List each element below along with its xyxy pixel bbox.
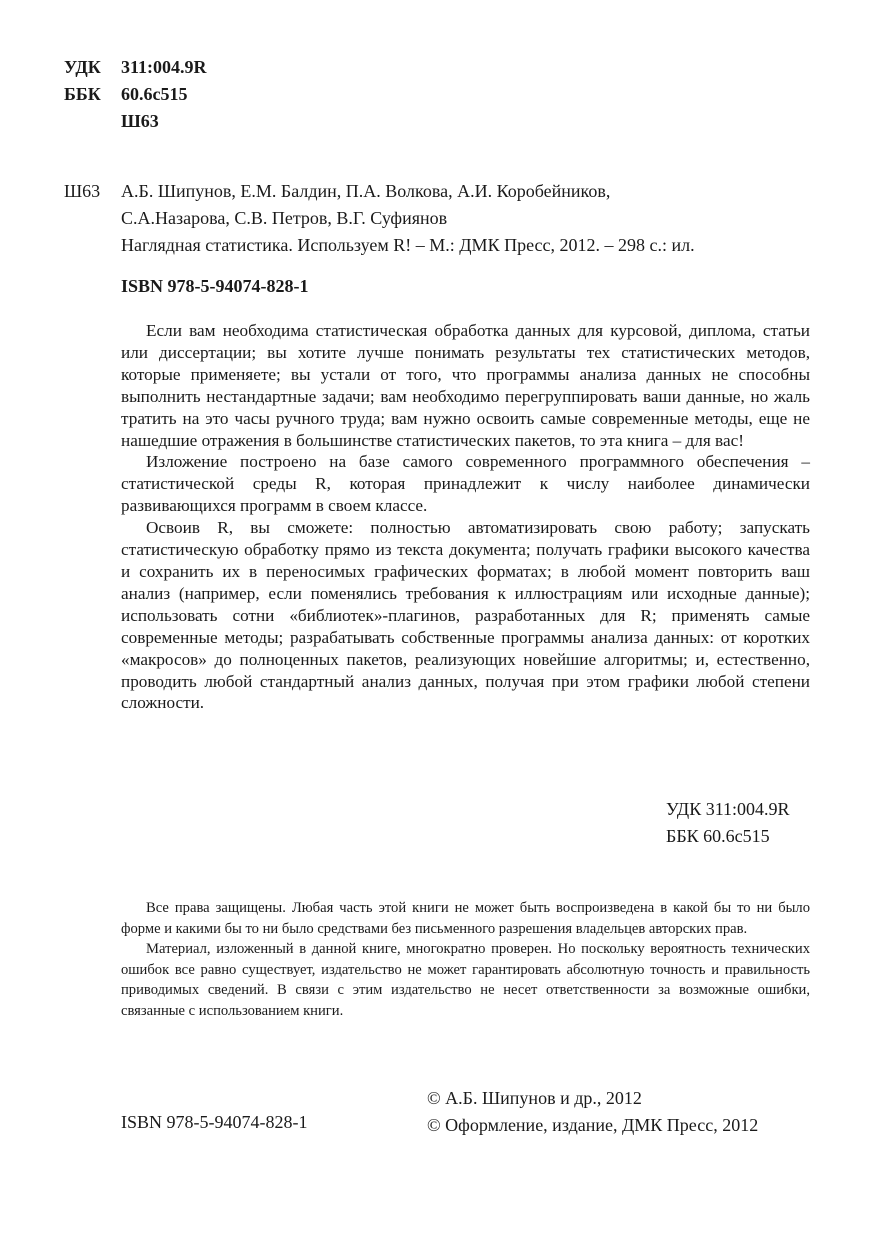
isbn-main: ISBN 978-5-94074-828-1 (121, 276, 309, 296)
biblio-author-code: Ш63 (64, 181, 101, 201)
annotation (121, 320, 810, 714)
udk-label: УДК (64, 57, 101, 77)
title-line: Наглядная статистика. Используем R! – М.: ДМК Пресс, 2012. – 298 с.: ил. (121, 235, 695, 255)
classification-block (64, 54, 207, 135)
annotation-paragraph: Освоив R, вы сможете: полностью автоматизировать свою работу; запускать статистическую обработку прямо из текста документа; получать графики высокого качества и сохранить их в переносимых графических форматах; в любой момент повторить ваш анализ (например, если поменялись требования к иллюстрациям или исходные данные); использовать сотни «библиотек»-плагинов, разработанных для R; применять самые современные методы; разрабатывать собственные программы анализа данных: от коротких «макросов» до полноценных пакетов, реализующих новейшие алгоритмы; и, естественно, проводить любой стандартный анализ данных, получая при этом графики любой степени сложности. (121, 518, 810, 713)
bibliographic-record (64, 178, 824, 259)
bbk-row (64, 81, 207, 108)
copyright-line-1: © А.Б. Шипунов и др., 2012 (427, 1088, 642, 1108)
copyright-line-2: © Оформление, издание, ДМК Пресс, 2012 (427, 1115, 759, 1135)
author-code: Ш63 (121, 111, 159, 131)
udk-right: УДК 311:004.9R (666, 799, 790, 819)
author-code-row (64, 108, 207, 135)
udk-value: 311:004.9R (121, 57, 207, 77)
classification-right (666, 796, 790, 850)
bbk-value: 60.6с515 (121, 84, 188, 104)
authors-line-2: С.А.Назарова, С.В. Петров, В.Г. Суфиянов (121, 208, 448, 228)
rights-paragraph: Материал, изложенный в данной книге, многократно проверен. Но поскольку вероятность технических ошибок все равно существует, издательство не может гарантировать абсолютную точность и правильность приводимых сведений. В связи с этим издательство не несет ответственности за возможные ошибки, связанные с использованием книги. (121, 941, 810, 1019)
annotation-paragraph: Изложение построено на базе самого современного программного обеспечения – статистической среды R, которая принадлежит к числу наиболее динамически развивающихся программ в своем классе. (121, 452, 810, 516)
rights-notice (121, 898, 810, 1022)
annotation-paragraph: Если вам необходима статистическая обработка данных для курсовой, диплома, статьи или диссертации; вы хотите лучше понимать результаты тех статистических методов, которые применяете; вы устали от того, что программы анализа данных не способны выполнить нестандартные задачи; вам необходимо перегруппировать ваши данные, но жаль тратить на это часы ручного труда; вам нужно освоить самые современные методы, еще не нашедшие отражения в большинстве статистических пакетов, то эта книга – для вас! (121, 321, 810, 450)
udk-row (64, 54, 207, 81)
authors-line-1: А.Б. Шипунов, Е.М. Балдин, П.А. Волкова, А.И. Коробейников, (121, 181, 611, 201)
bbk-label: ББК (64, 84, 101, 104)
rights-paragraph: Все права защищены. Любая часть этой книги не может быть воспроизведена в какой бы то ни было форме и какими бы то ни было средствами без письменного разрешения владельцев авторских прав. (121, 900, 810, 937)
bbk-right: ББК 60.6с515 (666, 826, 770, 846)
copyright-block (427, 1085, 758, 1139)
isbn-bottom: ISBN 978-5-94074-828-1 (121, 1112, 308, 1132)
